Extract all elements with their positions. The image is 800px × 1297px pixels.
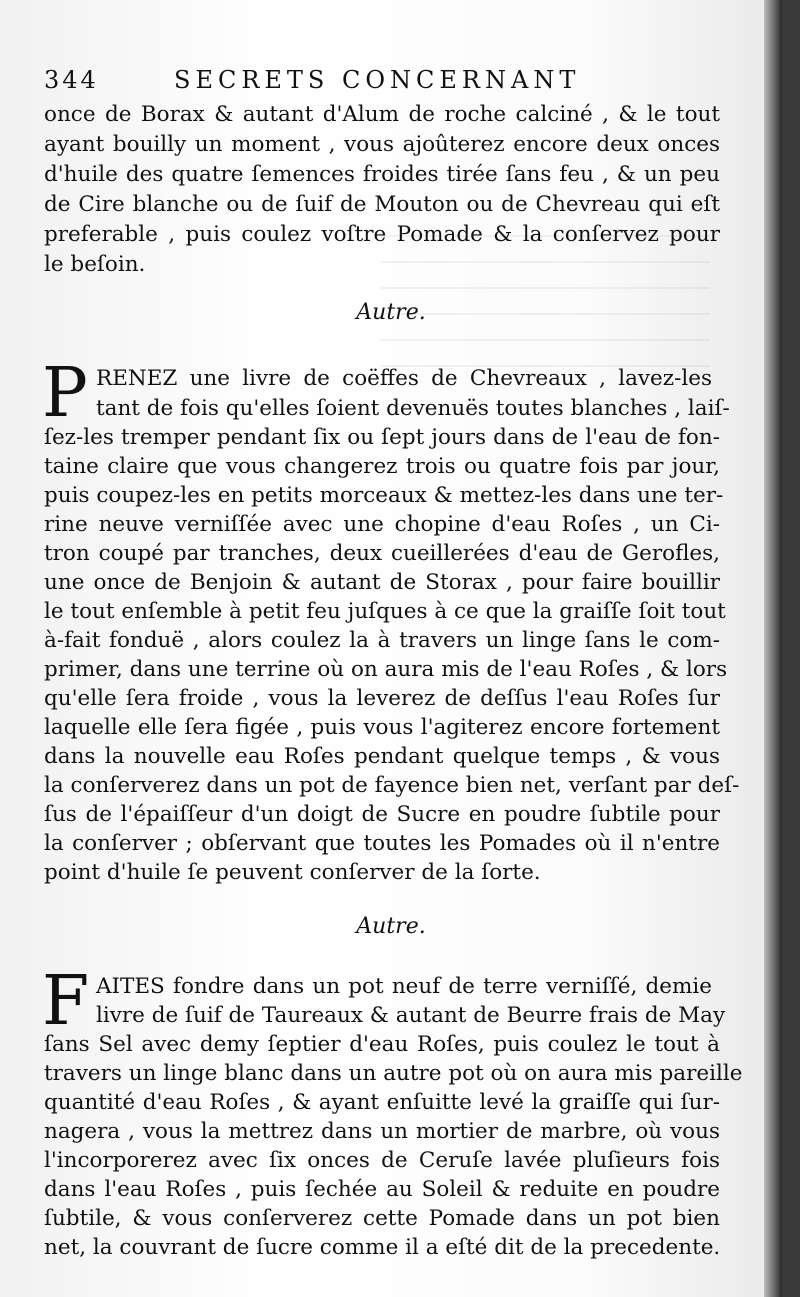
text-line: quantité d'eau Roſes , & ayant enſuitte levé la graiſſe qui ſur- — [44, 1090, 720, 1115]
text-line: l'incorporerez avec ſix onces de Ceruſe lavée pluſieurs fois — [44, 1148, 720, 1173]
drop-cap: P — [42, 354, 88, 433]
text-line: AITES fondre dans un pot neuf de terre verniſſé, demie — [96, 974, 712, 999]
text-line: dans l'eau Roſes , puis ſechée au Soleil & reduite en poudre — [44, 1177, 720, 1202]
text-line: la conſerver ; obſervant que toutes les Pomades où il n'entre — [44, 831, 720, 856]
text-line: qu'elle ſera froide , vous la leverez de deſſus l'eau Roſes ſur — [44, 686, 720, 711]
text-line: RENEZ une livre de coëffes de Chevreaux , lavez-les — [96, 366, 712, 391]
text-line: taine claire que vous changerez trois ou quatre fois par jour, — [44, 454, 720, 479]
text-line: ſus de l'épaiſſeur d'un doigt de Sucre en poudre ſubtile pour — [44, 802, 720, 827]
text-line: rine neuve verniſſée avec une chopine d'eau Roſes , un Ci- — [44, 512, 720, 537]
text-line: le tout enſemble à petit feu juſques à ce que la graiſſe ſoit tout — [44, 599, 726, 624]
text-line: tant de fois qu'elles ſoient devenuës toutes blanches , laiſ- — [96, 396, 730, 421]
running-title: SECRETS CONCERNANT — [174, 66, 581, 94]
text-line: net, la couvrant de ſucre comme il a eſté dit de la precedente. — [44, 1235, 721, 1260]
text-line: de Cire blanche ou de ſuif de Mouton ou de Chevreau qui eſt — [44, 192, 720, 217]
text-line: tron coupé par tranches, deux cueillerées d'eau de Gerofles, — [44, 541, 720, 566]
page-header — [44, 66, 744, 100]
section-heading: Autre. — [356, 914, 426, 939]
section-heading: Autre. — [356, 300, 426, 325]
text-line: ſez-les tremper pendant ſix ou ſept jours dans de l'eau de fon- — [44, 425, 720, 450]
text-line: preferable , puis coulez voſtre Pomade & la conſervez pour — [44, 222, 720, 247]
text-line: d'huile des quatre ſemences froides tirée ſans feu , & un peu — [44, 162, 720, 187]
text-line: ſans Sel avec demy ſeptier d'eau Roſes, puis coulez le tout à — [44, 1032, 720, 1057]
drop-cap: F — [42, 962, 90, 1041]
text-line: laquelle elle ſera figée , puis vous l'agiterez encore fortement — [44, 715, 720, 740]
text-line: livre de ſuif de Taureaux & autant de Beurre frais de May — [96, 1003, 726, 1028]
page-edge — [764, 0, 782, 1297]
text-line: puis coupez-les en petits morceaux & mettez-les dans une ter- — [44, 483, 724, 508]
text-line: travers un linge blanc dans un autre pot où on aura mis pareille — [44, 1061, 743, 1086]
text-line: le beſoin. — [44, 252, 146, 277]
text-line: dans la nouvelle eau Roſes pendant quelque temps , & vous — [44, 744, 720, 769]
text-line: primer, dans une terrine où on aura mis de l'eau Roſes , & lors — [44, 657, 728, 682]
page-number: 344 — [44, 66, 99, 94]
text-line: à-fait fonduë , alors coulez la à travers un linge ſans le com- — [44, 628, 720, 653]
text-line: une once de Benjoin & autant de Storax , pour faire bouillir — [44, 570, 720, 595]
text-line: point d'huile ſe peuvent conſerver de la ſorte. — [44, 860, 541, 885]
text-line: once de Borax & autant d'Alum de roche calciné , & le tout — [44, 102, 720, 127]
text-line: nagera , vous la mettrez dans un mortier de marbre, où vous — [44, 1119, 720, 1144]
text-line: la conſerverez dans un pot de fayence bien net, verſant par deſ- — [44, 773, 740, 798]
text-line: ſubtile, & vous conſerverez cette Pomade dans un pot bien — [44, 1206, 720, 1231]
text-line: ayant bouilly un moment , vous ajoûterez encore deux onces — [44, 132, 720, 157]
